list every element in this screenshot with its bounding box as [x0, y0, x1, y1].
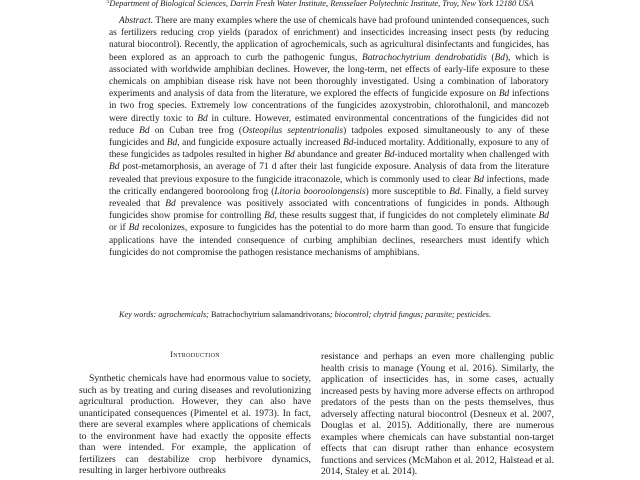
affiliation — [0, 0, 640, 9]
abstract-text-segment: Bd — [449, 186, 460, 197]
abstract-text-segment: Bd — [166, 138, 178, 149]
abstract-body — [109, 16, 549, 258]
abstract-text-segment: Bd — [109, 162, 120, 173]
keyword-segment: ; biocontrol; chytrid fungus; parasite; pesticides. — [329, 310, 492, 319]
abstract-text-segment: There are many examples where the use of chemicals have had profound unintended consequences, such as fertilizers reducing crop yields (paradox of enrichment) and insecticides increasing insect pests (by reducing natural biocontrol). Recently, the application of agrochemicals, such as agricultural disinfectants and fungicides, has been explored as an approach to curb the pathogenic fungus, — [109, 16, 549, 63]
abstract-text-segment: Bd — [165, 199, 176, 210]
abstract-text-segment: -induced mortality. Additionally, exposure to any of these fungicides as tadpoles resulted in higher — [109, 138, 549, 161]
abstract-text-segment: in culture. However, estimated environmental concentrations of the fungicides did not reduce — [109, 113, 549, 136]
abstract-text-segment: ) tadpoles exposed simultaneously to any of these fungicides and — [109, 125, 549, 149]
abstract-text-segment: . Finally, a field survey revealed that — [109, 186, 549, 210]
abstract-text-segment: , and fungicide exposure actually increased — [177, 138, 343, 149]
abstract-text-segment: Batrachochytrium dendrobatidis — [362, 52, 487, 63]
abstract-text-segment: ) more susceptible to — [365, 186, 450, 197]
keywords — [109, 310, 549, 321]
abstract-text-segment: recolonizes, exposure to fungicides has the potential to do more harm than good. To ensure that fungicide applications have the intended consequence of curbing amphibian declines, researchers must identify which fungicides do not compromise the pathogen resistance mechanisms of amphibians. — [109, 223, 549, 258]
abstract-text-segment: Bd — [284, 150, 295, 161]
intro-paragraph-left: Synthetic chemicals have had enormous value to society, such as by treating and curing diseases and revolutionizing agricultural production. However, they can also have unanticipated consequences (Pimentel et al. 1973). In fact, there are several examples where applications of chemicals to the environment have had exactly the opposite effects than were intended. For example, the application of fertilizers can destabilize crop herbivore dynamics, resulting in larger herbivore outbreaks — [79, 373, 311, 476]
abstract-text-segment: Bd — [538, 211, 549, 222]
abstract-text-segment: Bd — [264, 211, 275, 222]
abstract-text-segment: , these results suggest that, if fungicides do not completely eliminate — [274, 211, 539, 222]
abstract-text-segment: ( — [486, 52, 495, 63]
abstract-text-segment: post-metamorphosis, an average of 71 d after their last fungicide exposure. Analysis of data from the literature revealed that previous exposure to the fungicide itraconazole, which is commonly used to clear — [109, 162, 549, 185]
keyword-segment: Batrachochytrium salamandrivorans — [210, 310, 330, 319]
affiliation-text: Department of Biological Sciences, Darrin Fresh Water Institute, Rensselaer Polytechnic Institute, Troy, New York 12180 USA — [109, 0, 534, 8]
abstract-text-segment: Bd — [128, 223, 140, 234]
section-heading: Introduction — [170, 350, 220, 359]
abstract-text-segment: Bd — [384, 150, 395, 161]
abstract-text-segment: Litoria booroolongensis — [274, 186, 366, 197]
abstract-paragraph — [109, 15, 549, 259]
abstract-text-segment: infections, made the critically endangered booroolong frog ( — [109, 174, 549, 197]
abstract-text-segment: prevalence was positively associated with concentrations of fungicides in ponds. Although fungicides show promise for controlling — [109, 199, 549, 222]
abstract-text-segment: or if — [109, 223, 129, 234]
keyword-segment: agrochemicals; — [158, 310, 211, 319]
intro-paragraph-right: resistance and perhaps an even more challenging public health crisis to manage (Young et al. 2016). Similarly, the application of insecticides has, in some cases, actually increased pests by having more adverse effects on arthropod predators of the pests than on the pests themselves, thus adversely affecting natural biocontrol (Desneux et al. 2007, Douglas et al. 2015). Additionally, there are numerous examples where chemicals can have substantial non-target effects that can disrupt rather than enhance ecosystem functions and services (McMahon et al. 2012, Halstead et al. 2014, Staley et al. 2014). — [321, 351, 554, 477]
abstract-text-segment: Bd — [343, 138, 354, 149]
abstract-text-segment: infections in two frog species. Extremely low concentrations of the fungicides azoxystrobin, chlorothalonil, and mancozeb were directly toxic to — [109, 89, 549, 124]
abstract-text-segment: Bd — [197, 113, 208, 124]
abstract-text-segment: on Cuban tree frog ( — [149, 125, 243, 136]
abstract-text-segment: Osteopilus septentrionalis — [242, 125, 344, 136]
abstract-text-segment: Bd — [494, 52, 505, 63]
abstract-text-segment: abundance and greater — [294, 150, 385, 161]
abstract-text-segment: ), which is associated with worldwide amphibian declines. However, the long-term, net effects of early-life exposure to these chemicals on amphibian disease risk have not been thoroughly investigated. Using a combination of laboratory experiments and analysis of data from the literature, we explored the effects of fungicide exposure on — [109, 52, 550, 100]
keywords-label: Key words: — [119, 310, 157, 319]
abstract-text-segment: Bd — [498, 89, 510, 100]
abstract — [109, 15, 549, 259]
abstract-text-segment: -induced mortality when challenged with — [394, 150, 550, 161]
right-column — [321, 351, 554, 478]
left-column — [79, 349, 311, 477]
keywords-list — [158, 310, 491, 319]
abstract-text-segment: Bd — [473, 174, 484, 185]
abstract-label: Abstract. — [119, 16, 154, 26]
abstract-text-segment: Bd — [139, 125, 150, 136]
affiliation-marker: 5 — [106, 0, 110, 5]
